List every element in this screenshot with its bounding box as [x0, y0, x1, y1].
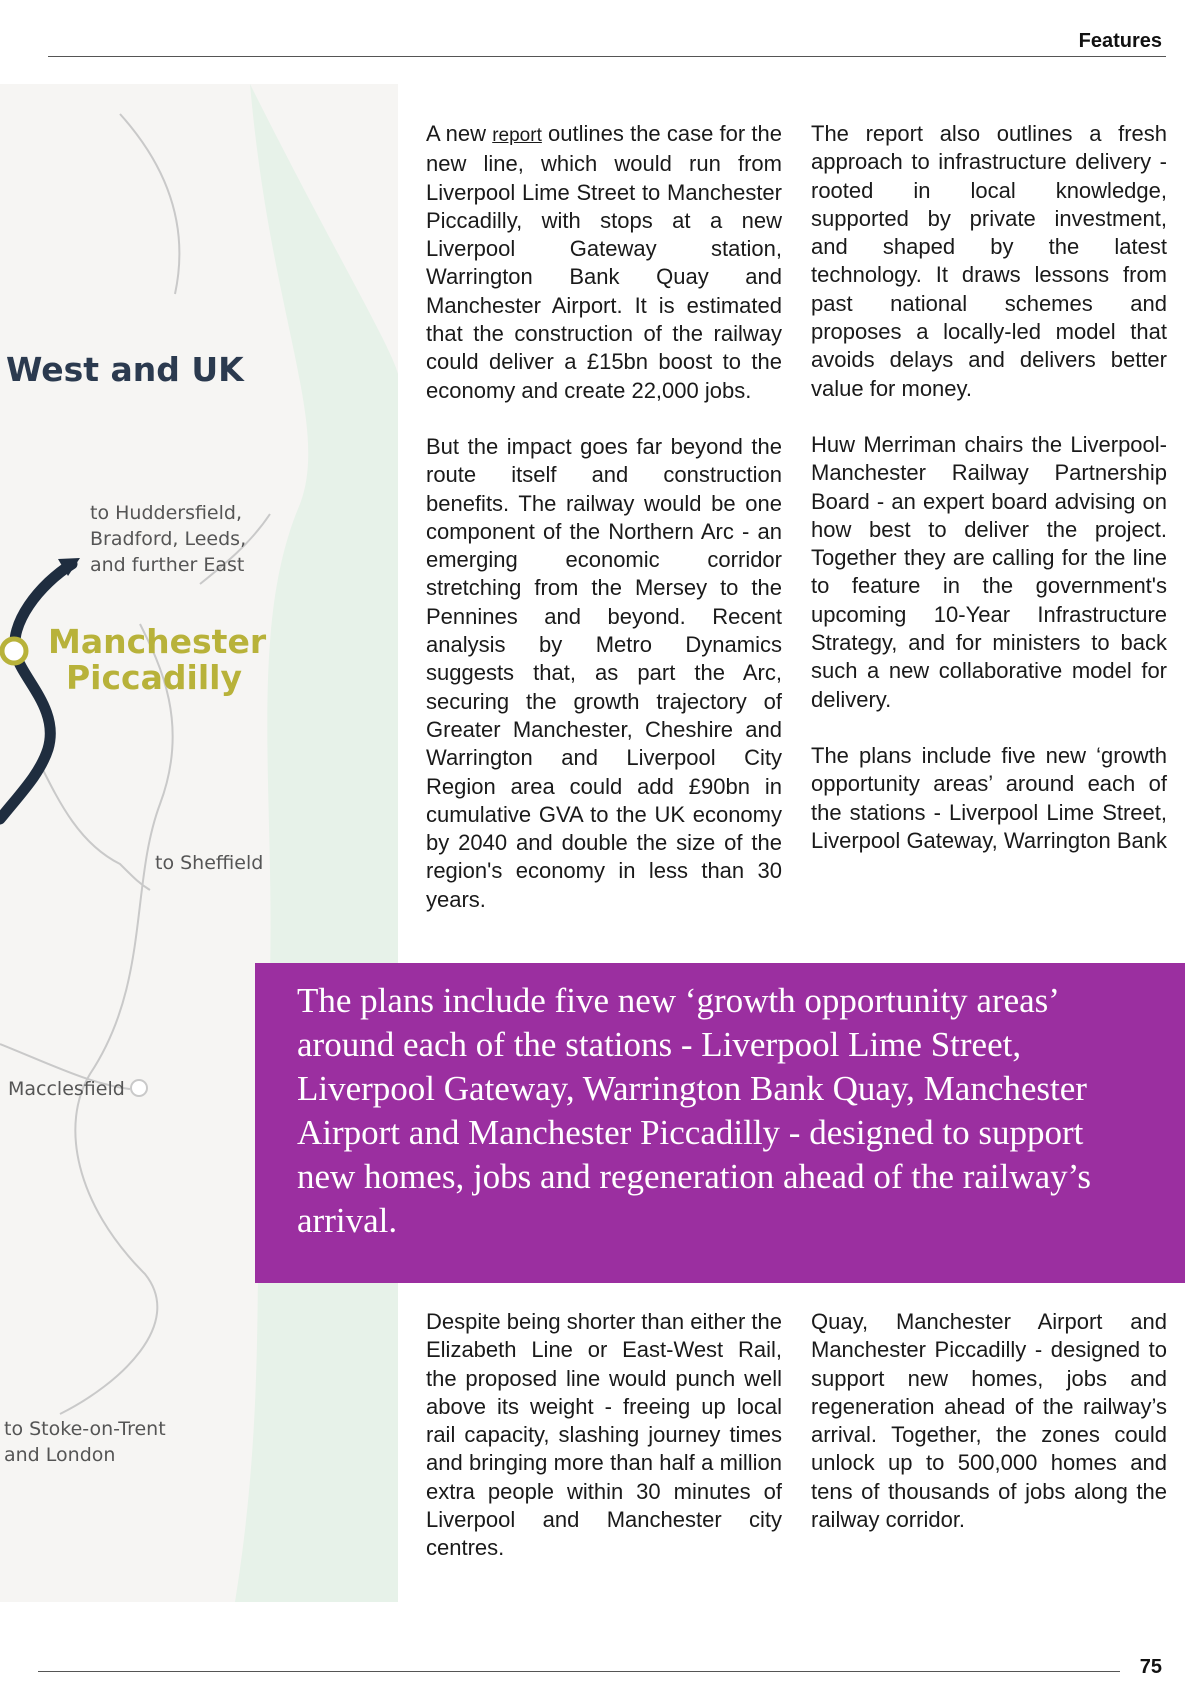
map-label-south-line: and London	[4, 1444, 116, 1466]
article-paragraph: Quay, Manchester Airport and Manchester Piccadilly - designed to support new homes, jobs and regeneration ahead of the railway’s arrival. Together, the zones could unlock up to 500,000 homes and tens of thousands of jobs along the railway corridor.	[811, 1309, 1167, 1533]
green-region	[235, 84, 398, 1602]
rail-line	[120, 114, 179, 294]
manchester-piccadilly-station-icon	[2, 639, 26, 663]
route-map	[0, 84, 398, 1602]
map-label-south-line: to Stoke-on-Trent	[4, 1418, 166, 1440]
map-label-sheffield: to Sheffield	[155, 852, 264, 874]
article-paragraph: Despite being shorter than either the Elizabeth Line or East-West Rail, the proposed line would punch well above its weight - freeing up local rail capacity, slashing journey times and bringing more than half a million extra people within 30 minutes of Liverpool and Manchester city centres.	[426, 1309, 782, 1561]
article-column	[426, 120, 782, 942]
article-paragraph: The report also outlines a fresh approach to infrastructure delivery - rooted in local knowledge, supported by private investment, and shaped by the latest technology. It draws lessons from past national schemes and proposes a locally-led model that avoids delays and delivers better value for money.	[811, 121, 1167, 401]
article-paragraph: But the impact goes far beyond the route itself and construction benefits. The railway would be one component of the Northern Arc - an emerging economic corridor stretching from the Mersey to the Pennines and beyond. Recent analysis by Metro Dynamics suggests that, as part the Arc, securing the growth trajectory of Greater Manchester, Cheshire and Warrington and Liverpool City Region area could add £90bn in cumulative GVA to the UK economy by 2040 and double the size of the region's economy in less than 30 years.	[426, 433, 782, 912]
map-label-east	[90, 500, 246, 578]
page-number: 75	[1139, 1656, 1162, 1678]
map-station-label-line: Manchester	[48, 622, 267, 661]
section-label: Features	[1078, 30, 1162, 52]
report-link[interactable]: report	[492, 125, 542, 146]
footer-divider	[38, 1671, 1120, 1672]
map-station-label-line: Piccadilly	[66, 658, 242, 697]
article-paragraph: Huw Merriman chairs the Liverpool-Manchester Railway Partnership Board - an expert board advising on how best to deliver the project. Together they are calling for the line to feature in the government's upcoming 10-Year Infrastructure Strategy, and for ministers to back such a new collaborative model for delivery.	[811, 431, 1167, 712]
article-column	[811, 120, 1167, 883]
pull-quote	[255, 963, 1185, 1283]
route-map-graphic	[0, 84, 398, 1602]
pull-quote-text: The plans include five new ‘growth opportunity areas’ around each of the stations - Liverpool Lime Street, Liverpool Gateway, Warrington Bank Quay, Manchester Airport and Manchester Piccadilly - designed to support new homes, jobs and regeneration ahead of the railway’s arrival.	[297, 981, 1092, 1240]
article-paragraph: The plans include five new ‘growth opportunity areas’ around each of the stations - Liverpool Lime Street, Liverpool Gateway, Warrington Bank	[811, 742, 1167, 853]
rail-line	[40, 764, 150, 890]
map-label-south	[4, 1416, 166, 1468]
macclesfield-station-icon	[131, 1080, 147, 1096]
article-column	[811, 1308, 1167, 1562]
paragraph-text: outlines the case for the new line, which would run from Liverpool Lime Street to Manchester Piccadilly, with stops at a new Liverpool Gateway station, Warrington Bank Quay and Manchester Airport. It is estimated that the construction of the railway could deliver a £15bn boost to the economy and create 22,000 jobs.	[426, 121, 782, 403]
map-heading: West and UK	[6, 350, 244, 389]
paragraph-text: A new	[426, 121, 493, 146]
map-label-east-line: to Huddersfield,	[90, 502, 242, 524]
map-station-label	[48, 624, 266, 696]
map-label-macclesfield: Macclesfield	[8, 1078, 125, 1100]
rail-line	[60, 624, 173, 1414]
header-divider	[48, 56, 1166, 57]
article-paragraph	[426, 120, 782, 405]
article-column	[426, 1308, 782, 1591]
map-label-east-line: and further East	[90, 554, 245, 576]
map-label-east-line: Bradford, Leeds,	[90, 528, 247, 550]
